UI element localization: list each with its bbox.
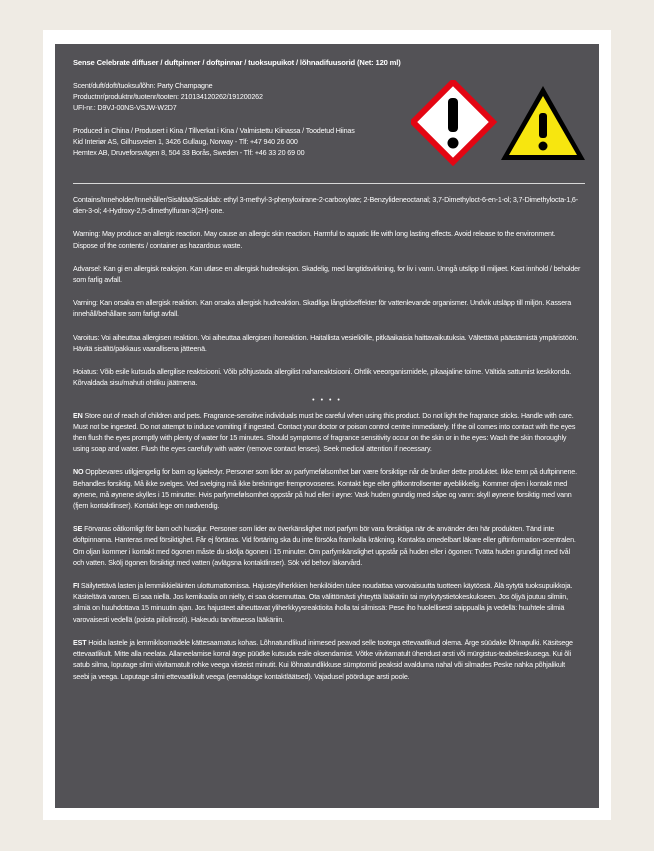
- warning-triangle-icon: [501, 86, 585, 160]
- safety-text: Säilytettävä lasten ja lemmikkieläinten ulottumattomissa. Hajusteyliherkkien henkilöiden tulee noudattaa varovaisuutta tuotteen käytössä. Älä sytytä tuoksupuikkoja. Käsiteltävä varoen. Ei saa niellä. Jos kemikaalia on nielty, ei saa oksennuttaa. Ota välittömästi yhteyttä lääkäriin tai myrkytystietokeskukseen. Jos öljyä joutuu silmiin, silmiä on huuhdottava 15 minuutin ajan. Jos hajusteet aiheuttavat yliherkkyysreaktioita iholla tai silmissä: Pese iho huolellisesti saippualla ja vedellä: huuhtele silmiä varovaisesti vedellä (poista piilolinssit). Hakeudu tarvittaessa lääkäriin.: [73, 582, 573, 624]
- safety-est: [73, 638, 581, 683]
- lang-code: SE: [73, 525, 83, 534]
- warning-fi: Varoitus: Voi aiheuttaa allergisen reaktion. Voi aiheuttaa allergisen ihoreaktion. Haitallista vesieliöille, pitkäaikaisia haittavaikutuksia. Vältettävä päästämistä ympäristöön. Hävitä sisältö/pakkaus vaarallisena jätteenä.: [73, 333, 579, 353]
- contains-paragraph: Contains/Inneholder/Innehåller/Sisältää/Sisaldab: ethyl 3-methyl-3-phenyloxirane-2-carboxylate; 2-Benzylideneoctanal; 3,7-Dimethyloct-6-en-1-ol; 3,7-Dimethylocta-1,6-dien-3-ol; 4-Hydroxy-2,5-dimethylfuran-3(2H)-one.: [73, 196, 578, 216]
- warning-est: Hoiatus: Võib esile kutsuda allergilise reaktsiooni. Võib põhjustada allergilist nahareaktsiooni. Ohtlik veeorganismidele, pikaajaline toime. Vältida sattumist keskkonda. Kõrvaldada sisu/mahuti ohtliku jäätmena.: [73, 368, 572, 388]
- origin-line: Produced in China / Produsert i Kina / Tillverkat i Kina / Valmistettu Kiinassa / Toodetud Hiinas: [73, 126, 355, 135]
- ufi-line: UFI-nr.: D9VJ-00NS-VSJW-W2D7: [73, 104, 177, 113]
- product-label: [55, 44, 599, 808]
- lang-code: NO: [73, 468, 84, 477]
- safety-text: Oppbevares utilgjengelig for barn og kjæledyr. Personer som lider av parfymefølsomhet bør være forsiktige når de bruker dette produktet. Ikke tenn på duftpinnene. Behandles forsiktig. Må ikke svelges. Ved svelging må ikke brekninger fremprovoseres. Kontakt lege eller giftkontrollsenter øyeblikkelig. Kommer oljen i kontakt med øynene, må øynene skylles i 15 minutter. Hvis parfymefølsomhet oppstår på hud eller i øyne: Vask huden grundig med såpe og vann: skyll øynene forsiktig med vann (fjern kontaktlinser). Kontakt lege om nødvendig.: [73, 468, 577, 511]
- safety-text: Store out of reach of children and pets. Fragrance-sensitive individuals must be careful when using this product. Do not light the fragrance sticks. Handle with care. Must not be ingested. Do not attempt to induce vomiting if ingested. Contact your doctor or poison control centre immediately. If the oil comes into contact with the eyes then flush the eyes promptly with plenty of water for 15 minutes. Should symptoms of fragrance sensitivity occur on the skin or in the eyes: Wash the skin thoroughly using soap and water. Flush the eyes carefully with water (remove contact lenses). Seek medical attention if necessary.: [73, 411, 576, 454]
- scent-line: Scent/duft/doft/tuoksu/lõhn: Party Champagne: [73, 82, 213, 90]
- warning-no: Advarsel: Kan gi en allergisk reaksjon. Kan utløse en allergisk hudreaksjon. Skadelig, med langtidsvirkning, for liv i vann. Unngå utslipp til miljøet. Kast innhold / beholder som farlig avfall.: [73, 264, 581, 285]
- warning-se: Varning: Kan orsaka en allergisk reaktion. Kan orsaka allergisk hudreaktion. Skadliga långtidseffekter för vattenlevande organismer. Undvik utsläpp till miljön. Kassera innehåll/behållare som farligt avfall.: [73, 299, 572, 319]
- dots-divider: • • • •: [312, 397, 342, 405]
- ghs-exclamation-icon: [413, 82, 493, 162]
- norway-address-line: Kid Interiør AS, Gilhusveien 1, 3426 Gullaug, Norway - Tlf: +47 940 26 000: [73, 137, 298, 146]
- warning-en: Warning: May produce an allergic reaction. May cause an allergic skin reaction. Harmful to aquatic life with long lasting effects. Avoid release to the environment. Dispose of the contents / container as hazardous waste.: [73, 230, 556, 250]
- safety-text: Förvaras oåtkomligt för barn och husdjur. Personer som lider av överkänslighet mot parfym bör vara försiktiga när de använder den här produkten. Tänd inte doftpinnarna. Hanteras med försiktighet. Får ej förtäras. Vid förtäring ska du inte försöka framkalla kräkning. Kontakta omedelbart läkare eller giftinformation-scentralen. Om oljan kommer i kontakt med ögonen måste du skölja ögonen i 15 minuter. Om parfymkänslighet uppstår på huden eller i ögonen: Tvätta huden grundligt med tvål och vatten. Skölj ögonen försiktigt med vatten (avlägsna kontaktlinser). Sök vid behov läkarvård.: [73, 525, 576, 567]
- product-number-line: Productnr/produktnr/tuotenr/tooten: 210134120262/191200262: [73, 93, 263, 102]
- safety-se: [73, 524, 581, 569]
- lang-code: EN: [73, 411, 83, 420]
- lang-code: EST: [73, 638, 87, 647]
- lang-code: FI: [73, 582, 80, 591]
- product-info: [73, 81, 403, 159]
- safety-fi: [73, 581, 581, 626]
- hazard-pictograms: [411, 80, 587, 166]
- label-title: Sense Celebrate diffuser / duftpinner / doftpinnar / tuoksupuikot / lõhnadifuusorid (Net: 120 ml): [73, 58, 401, 67]
- safety-en: [73, 411, 581, 456]
- safety-text: Hoida lastele ja lemmikloomadele kättesaamatus kohas. Lõhnatundlikud inimesed peavad selle tootega ettevaatlikud olema. Ärge süüdake lõhnapulki. Käsitsege ettevaatlikult. Mitte alla neelata. Allaneelamise korral ärge püüdke kutsuda esile oksendamist. Võtke viivitamatult ühendust arsti või mürgistus-teabekeskusega. Kui õli satub silma, loputage silmi viivitamatult rohke veega viisteist minutit. Kui lõhnatundlikkuse sümptomid peaksid avalduma nahal või silmades Peske nahka põhjalikult seebi ja veega. Loputage silmi ettevaatlikult veega (eemaldage kontaktläätsed). Vajadusel pöörduge arsti poole.: [73, 638, 573, 681]
- section-divider: [73, 183, 585, 184]
- hazard-statements: [73, 195, 581, 695]
- safety-no: [73, 467, 581, 512]
- sweden-address-line: Hemtex AB, Druveforsvägen 8, 504 33 Borås, Sweden - Tlf: +46 33 20 69 00: [73, 149, 305, 158]
